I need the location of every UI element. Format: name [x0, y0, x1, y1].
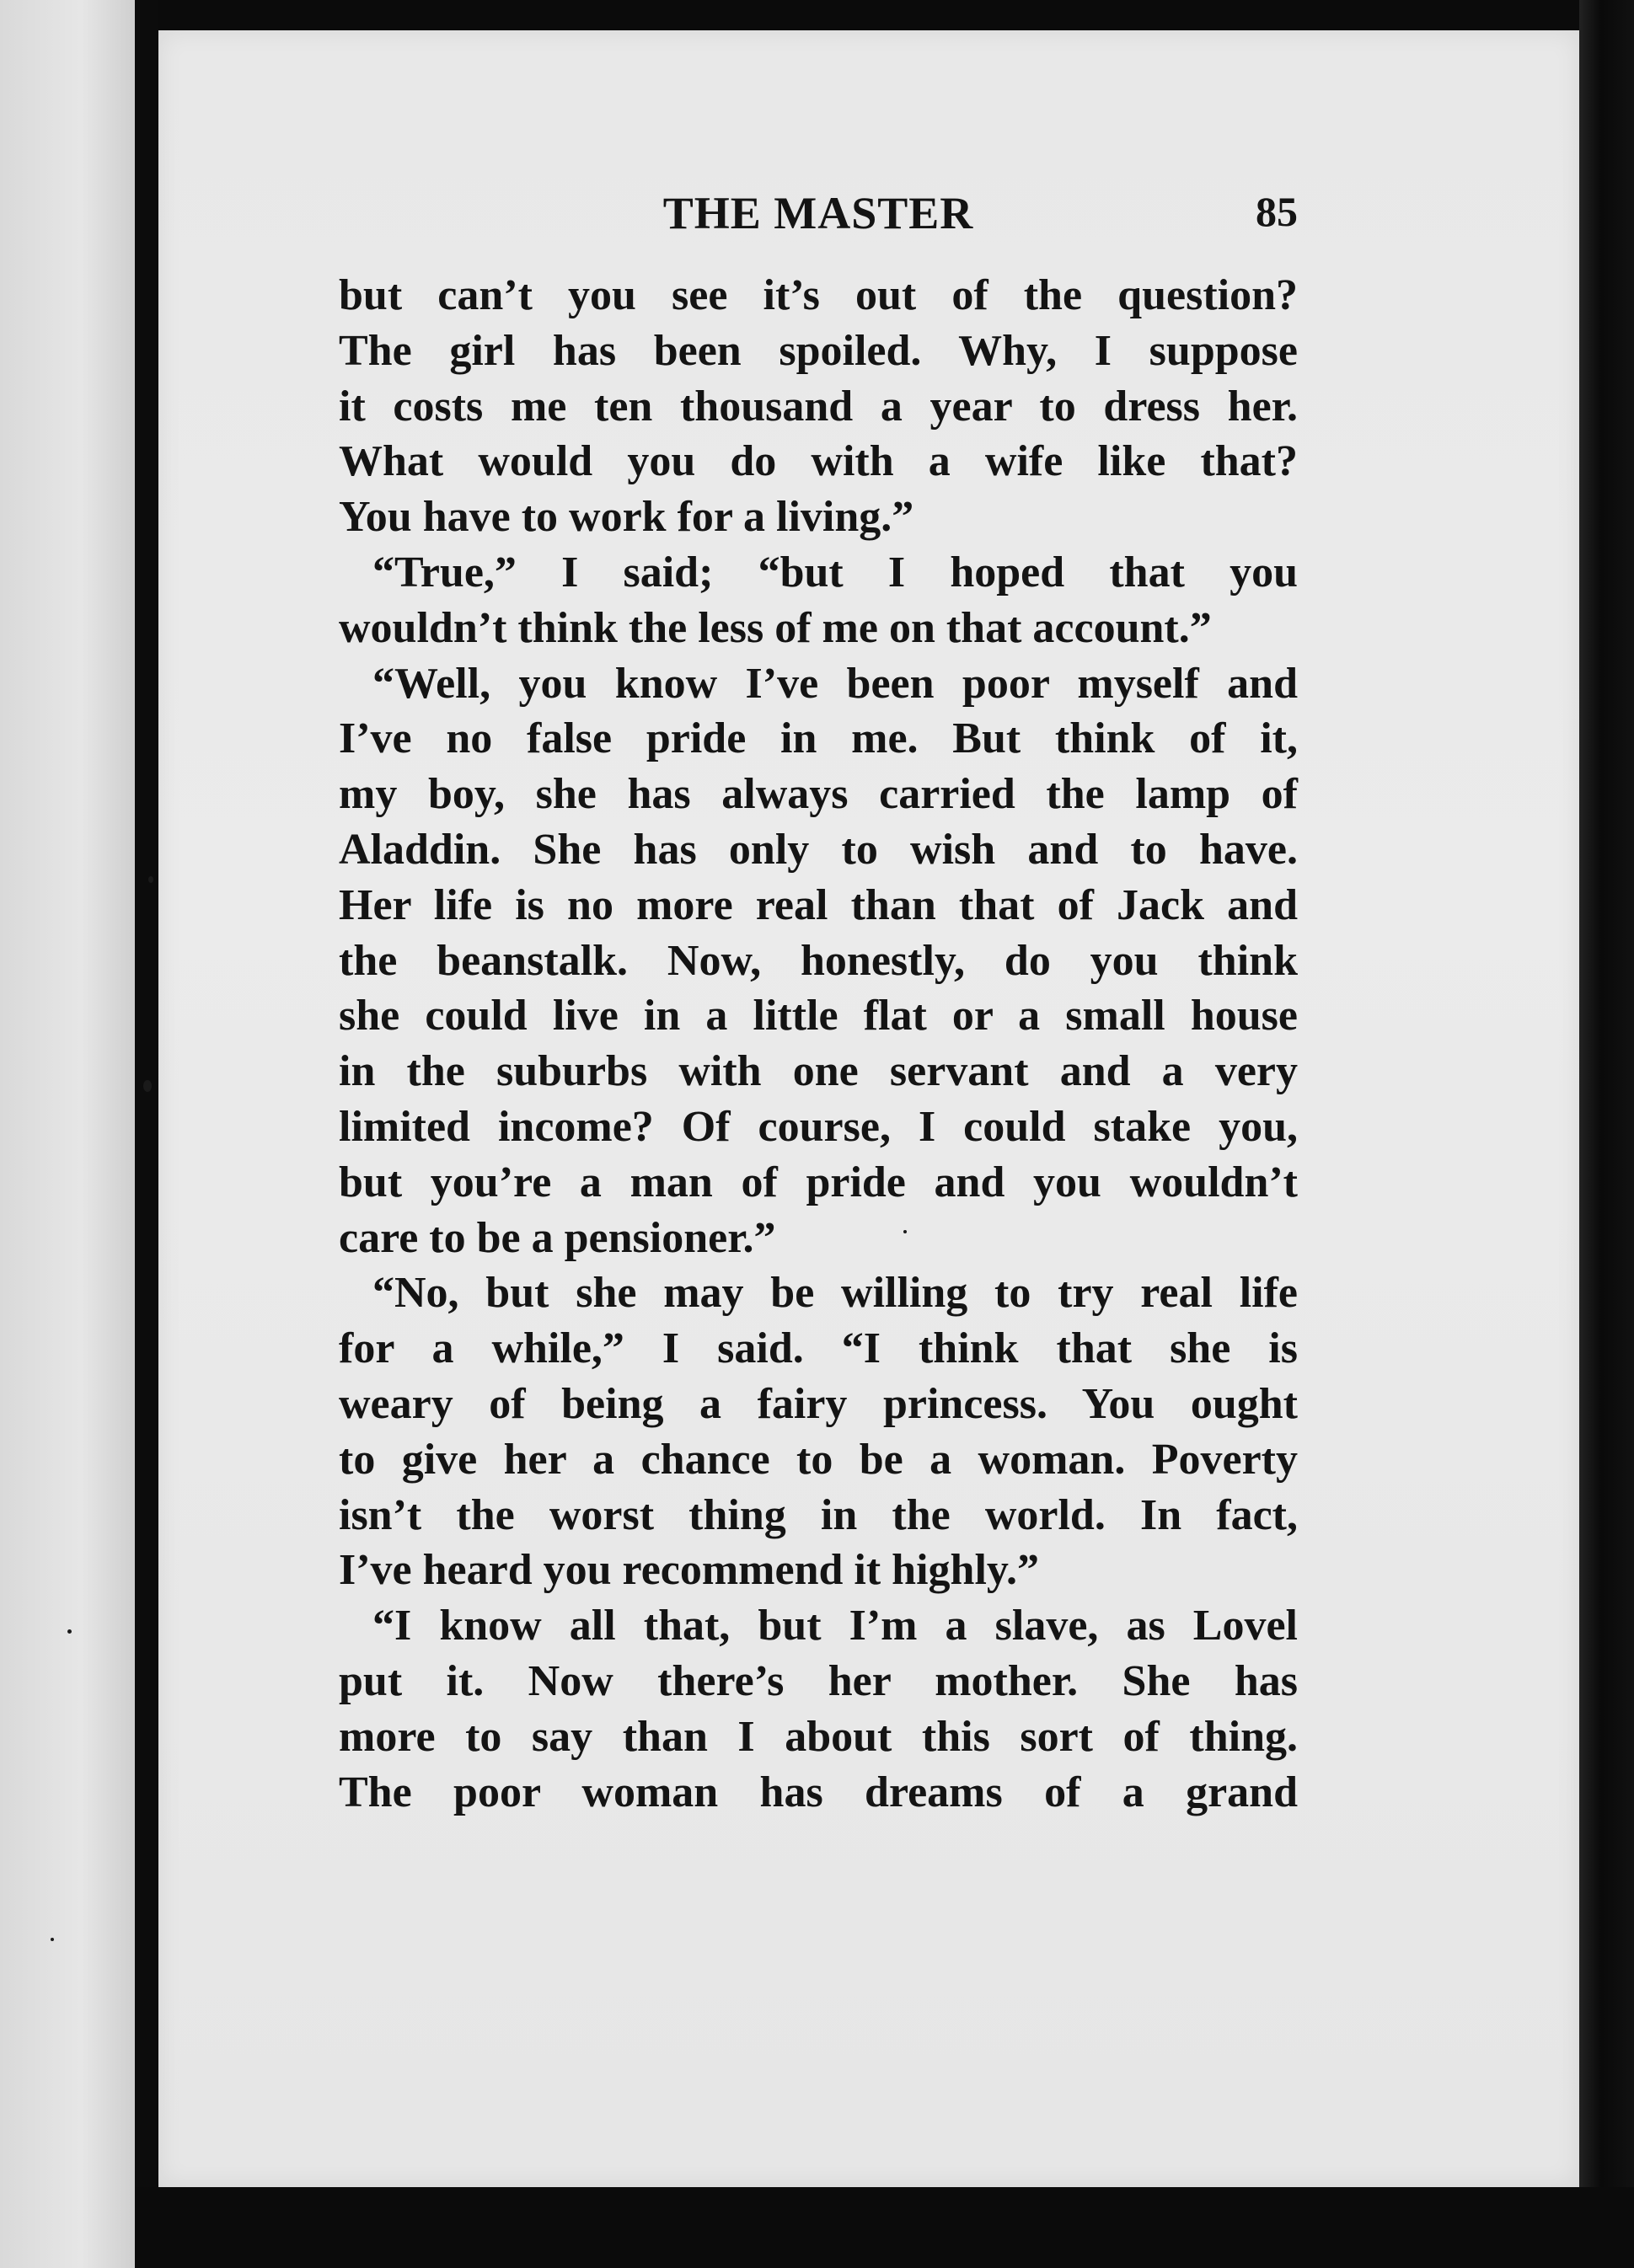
text-line: “I know all that, but I’m a slave, as Lovel: [372, 1602, 1298, 1650]
text-line: care to be a pensioner.”: [339, 1213, 776, 1262]
text-line: I’ve heard you recommend it highly.”: [339, 1546, 1040, 1595]
body-text: [339, 268, 1298, 1820]
page-binding-shadow: [135, 0, 158, 2268]
text-line: but you’re a man of pride and you wouldn’t: [339, 1158, 1298, 1206]
right-page-edge: [1579, 0, 1634, 2268]
scan-speck: [148, 876, 153, 883]
text-line: What would you do with a wife like that?: [339, 437, 1298, 486]
text-line: put it. Now there’s her mother. She has: [339, 1656, 1298, 1705]
text-line: limited income? Of course, I could stake you,: [339, 1102, 1298, 1151]
text-line: wouldn’t think the less of me on that account.”: [339, 603, 1212, 652]
text-line: to give her a chance to be a woman. Poverty: [339, 1435, 1298, 1484]
scan-speck: [67, 1629, 72, 1634]
bottom-page-edge: [135, 2187, 1634, 2268]
text-line: for a while,” I said. “I think that she is: [339, 1324, 1298, 1373]
text-line: “Well, you know I’ve been poor myself and: [372, 659, 1298, 708]
text-line: I’ve no false pride in me. But think of it,: [339, 714, 1298, 763]
text-line: The girl has been spoiled. Why, I suppose: [339, 326, 1298, 375]
left-margin: [0, 0, 135, 2268]
scan-speck: [143, 1080, 152, 1092]
text-line: Her life is no more real than that of Jack and: [339, 880, 1298, 929]
text-line: more to say than I about this sort of thing.: [339, 1712, 1298, 1761]
text-line: but can’t you see it’s out of the question?: [339, 271, 1298, 319]
text-line: she could live in a little flat or a small house: [339, 992, 1298, 1040]
page-header: [339, 187, 1298, 246]
text-line: in the suburbs with one servant and a very: [339, 1047, 1298, 1096]
text-line: Aladdin. She has only to wish and to have.: [339, 825, 1298, 874]
text-line: “No, but she may be willing to try real life: [372, 1269, 1298, 1318]
text-line: isn’t the worst thing in the world. In fact,: [339, 1490, 1298, 1539]
text-line: it costs me ten thousand a year to dress her.: [339, 382, 1298, 431]
text-line: You have to work for a living.”: [339, 493, 914, 542]
running-title: THE MASTER: [662, 188, 974, 238]
text-line: The poor woman has dreams of a grand: [339, 1768, 1298, 1816]
text-line: weary of being a fairy princess. You ought: [339, 1379, 1298, 1428]
text-line: “True,” I said; “but I hoped that you: [372, 548, 1298, 596]
page-number: 85: [1256, 188, 1298, 235]
scan-speck: [51, 1938, 54, 1941]
text-line: the beanstalk. Now, honestly, do you think: [339, 936, 1298, 985]
text-line: my boy, she has always carried the lamp of: [339, 770, 1298, 819]
